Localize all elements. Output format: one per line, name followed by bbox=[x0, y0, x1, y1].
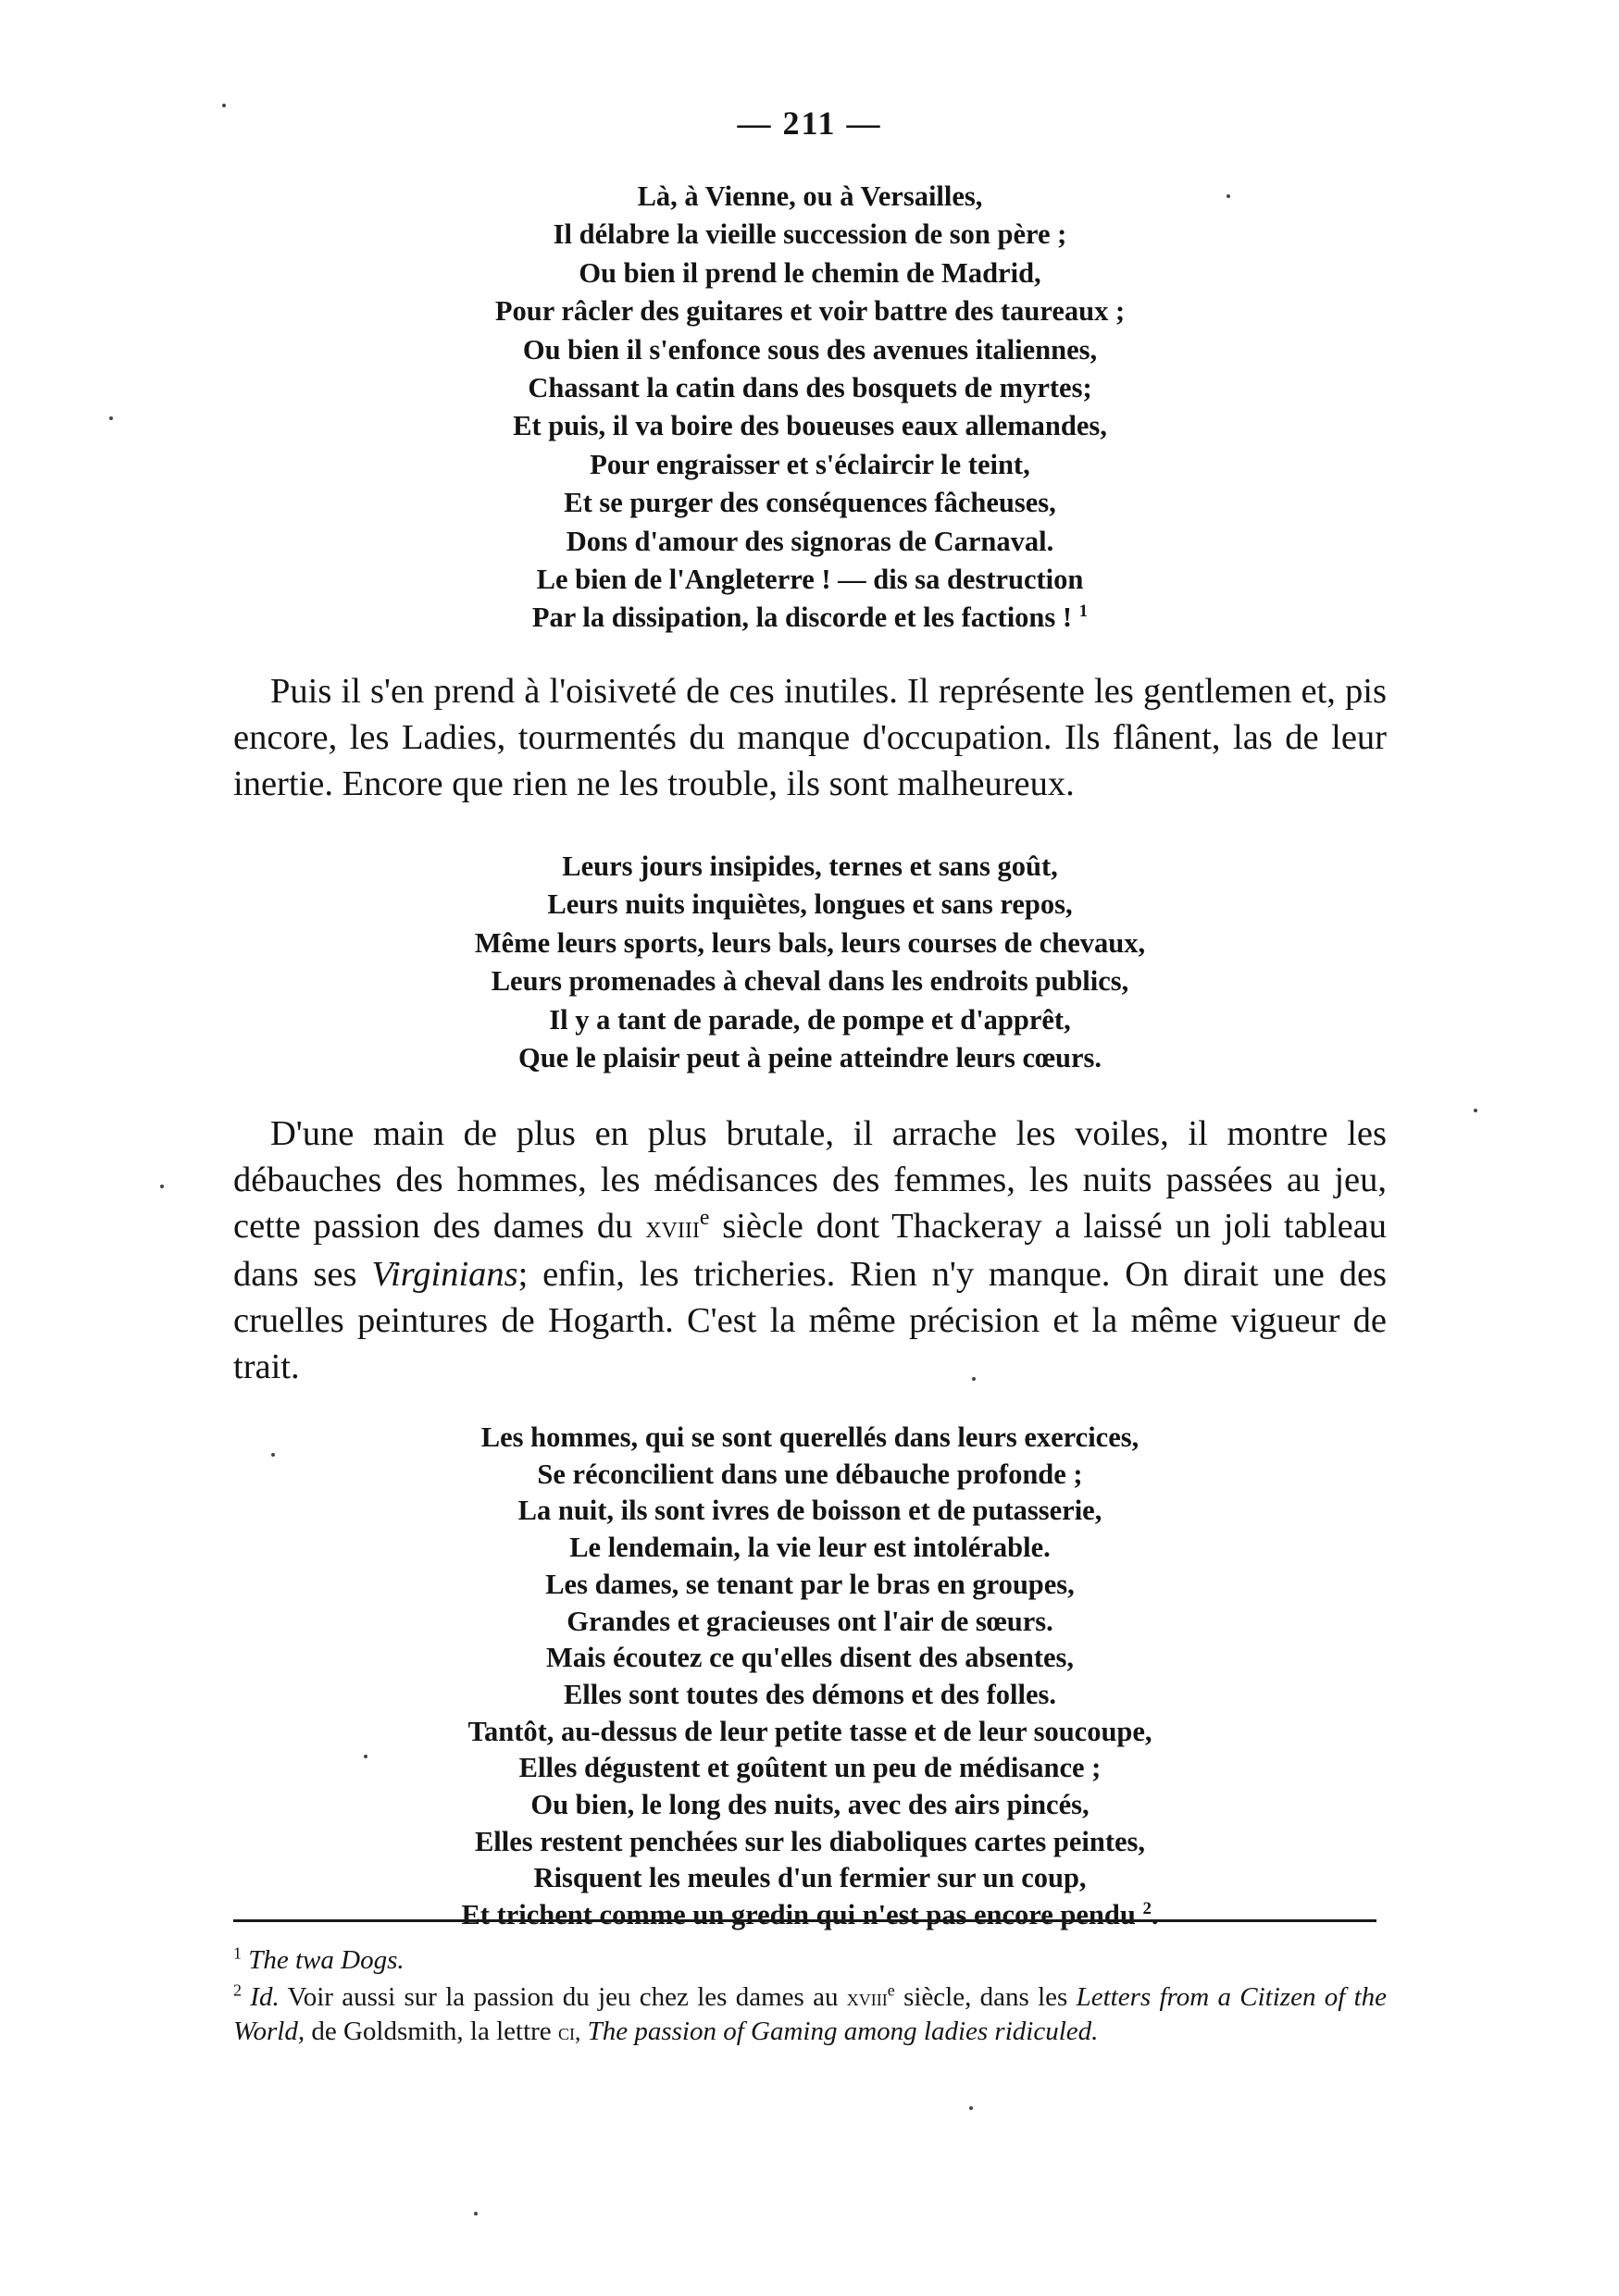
paper-speck bbox=[160, 1185, 164, 1188]
verse-line-text: Et trichent comme un gredin qui n'est pas encore pendu bbox=[461, 1899, 1136, 1931]
verse-line-last: Et trichent comme un gredin qui n'est pas encore pendu $^2$. bbox=[461, 1898, 1159, 1931]
verse-block-3 bbox=[231, 1420, 1389, 1934]
verse-line: Tantôt, au-dessus de leur petite tasse et de leur soucoupe, bbox=[467, 1715, 1152, 1747]
paper-speck bbox=[972, 1377, 976, 1381]
footnote-ref-2: 2 bbox=[1142, 1898, 1152, 1918]
century-suffix: e bbox=[699, 1206, 710, 1231]
paper-speck bbox=[1474, 1109, 1477, 1112]
verse-line: Les dames, se tenant par le bras en groupes, bbox=[545, 1568, 1075, 1600]
verse-line: Leurs jours insipides, ternes et sans goût, bbox=[562, 850, 1058, 882]
verse-block-1 bbox=[231, 178, 1389, 638]
letter-numeral: ci, bbox=[557, 2018, 581, 2045]
verse-line: Le bien de l'Angleterre ! — dis sa destruction bbox=[536, 564, 1084, 596]
footnote-divider bbox=[233, 1919, 1376, 1922]
verse-line: Il délabre la vieille succession de son père ; bbox=[553, 218, 1067, 251]
paper-speck bbox=[474, 2212, 478, 2215]
paper-speck bbox=[364, 1755, 367, 1758]
verse-line: Mais écoutez ce qu'elles disent des absentes, bbox=[545, 1642, 1075, 1674]
verse-line: Le lendemain, la vie leur est intolérable. bbox=[569, 1532, 1051, 1564]
verse-line: Les hommes, qui se sont querellés dans leurs exercices, bbox=[480, 1421, 1140, 1453]
verse-line: Pour engraisser et s'éclaircir le teint, bbox=[590, 448, 1030, 480]
footnote-book-title: Letters from a Citizen of the World, bbox=[233, 1982, 1388, 2046]
verse-line: Que le plaisir peut à peine atteindre leurs cœurs. bbox=[517, 1042, 1102, 1074]
century-numeral: xviii bbox=[846, 1984, 888, 2011]
footnote-number: 2 bbox=[233, 1980, 242, 2000]
verse-block-2 bbox=[231, 848, 1389, 1077]
book-title: Virginians bbox=[371, 1255, 518, 1294]
verse-line: Et se purger des conséquences fâcheuses, bbox=[564, 487, 1056, 519]
verse-line: Et puis, il va boire des boueuses eaux allemandes, bbox=[513, 410, 1107, 442]
verse-line: Il y a tant de parade, de pompe et d'apprêt, bbox=[549, 1003, 1071, 1036]
paragraph-text bbox=[233, 1111, 1387, 1390]
footnote-text: de Goldsmith, la lettre bbox=[311, 2017, 552, 2046]
footnote-number: 1 bbox=[233, 1943, 242, 1963]
verse-line: Elles restent penchées sur les diaboliques cartes peintes, bbox=[474, 1825, 1146, 1857]
paragraph-segment: D'une main de plus en plus brutale, il arrache les voiles, il montre les débauches des hommes, les médisances des femmes, les nuits passées au jeu, cette passion des dames du bbox=[233, 1114, 1387, 1246]
verse-line-last bbox=[231, 599, 1389, 637]
footnote-ref-1: 1 bbox=[1078, 602, 1089, 622]
footnote-text: siècle, dans les bbox=[903, 1982, 1068, 2012]
verse-line: Elles sont toutes des démons et des folles. bbox=[563, 1678, 1057, 1710]
paper-speck bbox=[271, 1453, 275, 1457]
verse-line: Ou bien il s'enfonce sous des avenues italiennes, bbox=[522, 333, 1098, 366]
paper-speck bbox=[1227, 194, 1230, 198]
verse-line: Leurs promenades à cheval dans les endroits publics, bbox=[491, 965, 1129, 998]
footnote-ibid: Id. bbox=[250, 1982, 280, 2012]
paragraph-segment: ; enfin, les tricheries. Rien n'y manque. On dirait une des cruelles peintures de Hogarth. C'est la même précision et la même vigueur de trait. bbox=[233, 1255, 1388, 1386]
verse-line: La nuit, ils sont ivres de boisson et de putasserie, bbox=[517, 1495, 1102, 1527]
verse-line: Se réconcilient dans une débauche profonde ; bbox=[537, 1458, 1083, 1490]
footnote-text: Voir aussi sur la passion du jeu chez les dames au bbox=[287, 1982, 839, 2012]
page-number: — 211 — bbox=[737, 105, 882, 142]
verse-line: Là, à Vienne, ou à Versailles, bbox=[637, 180, 983, 212]
verse-line: Dons d'amour des signoras de Carnaval. bbox=[566, 525, 1054, 557]
verse-line: Ou bien, le long des nuits, avec des airs pincés, bbox=[530, 1789, 1090, 1821]
paper-speck bbox=[969, 2106, 973, 2110]
verse-line: Ou bien il prend le chemin de Madrid, bbox=[579, 256, 1041, 289]
prose-paragraph-1 bbox=[233, 668, 1387, 807]
verse-line: Leurs nuits inquiètes, longues et sans repos, bbox=[547, 888, 1073, 921]
footnote-2 bbox=[233, 1980, 1387, 2049]
verse-line-text: Par la dissipation, la discorde et les factions ! bbox=[531, 602, 1073, 634]
verse-line: Chassant la catin dans des bosquets de myrtes; bbox=[528, 372, 1092, 404]
paragraph-segment: siècle dont Thackeray a laissé un joli tableau dans ses bbox=[233, 1207, 1388, 1294]
verse-line: Elles dégustent et goûtent un peu de médisance ; bbox=[518, 1752, 1102, 1784]
century-suffix: e bbox=[887, 1980, 895, 2000]
verse-line: Pour râcler des guitares et voir battre des taureaux ; bbox=[494, 295, 1126, 328]
prose-paragraph-2 bbox=[233, 1111, 1387, 1390]
century-numeral: xviii bbox=[645, 1210, 700, 1245]
footnote-title: The twa Dogs. bbox=[248, 1945, 405, 1975]
paper-speck bbox=[109, 416, 113, 420]
verse-line: Même leurs sports, leurs bals, leurs courses de chevaux, bbox=[474, 926, 1146, 959]
footnote-1 bbox=[233, 1943, 1387, 1977]
paragraph-text: Puis il s'en prend à l'oisiveté de ces inutiles. Il représente les gentlemen et, pis encore, les Ladies, tourmentés du manque d'occupation. Ils flânent, las de leur inertie. Encore que rien ne les trouble, ils sont malheureux. bbox=[233, 672, 1387, 803]
paper-speck bbox=[222, 104, 226, 107]
verse-line: Risquent les meules d'un fermier sur un coup, bbox=[533, 1862, 1087, 1894]
footnotes bbox=[233, 1943, 1387, 2053]
verse-line: Grandes et gracieuses ont l'air de sœurs. bbox=[567, 1605, 1053, 1637]
footnote-essay-title: The passion of Gaming among ladies ridiculed. bbox=[587, 2017, 1099, 2046]
